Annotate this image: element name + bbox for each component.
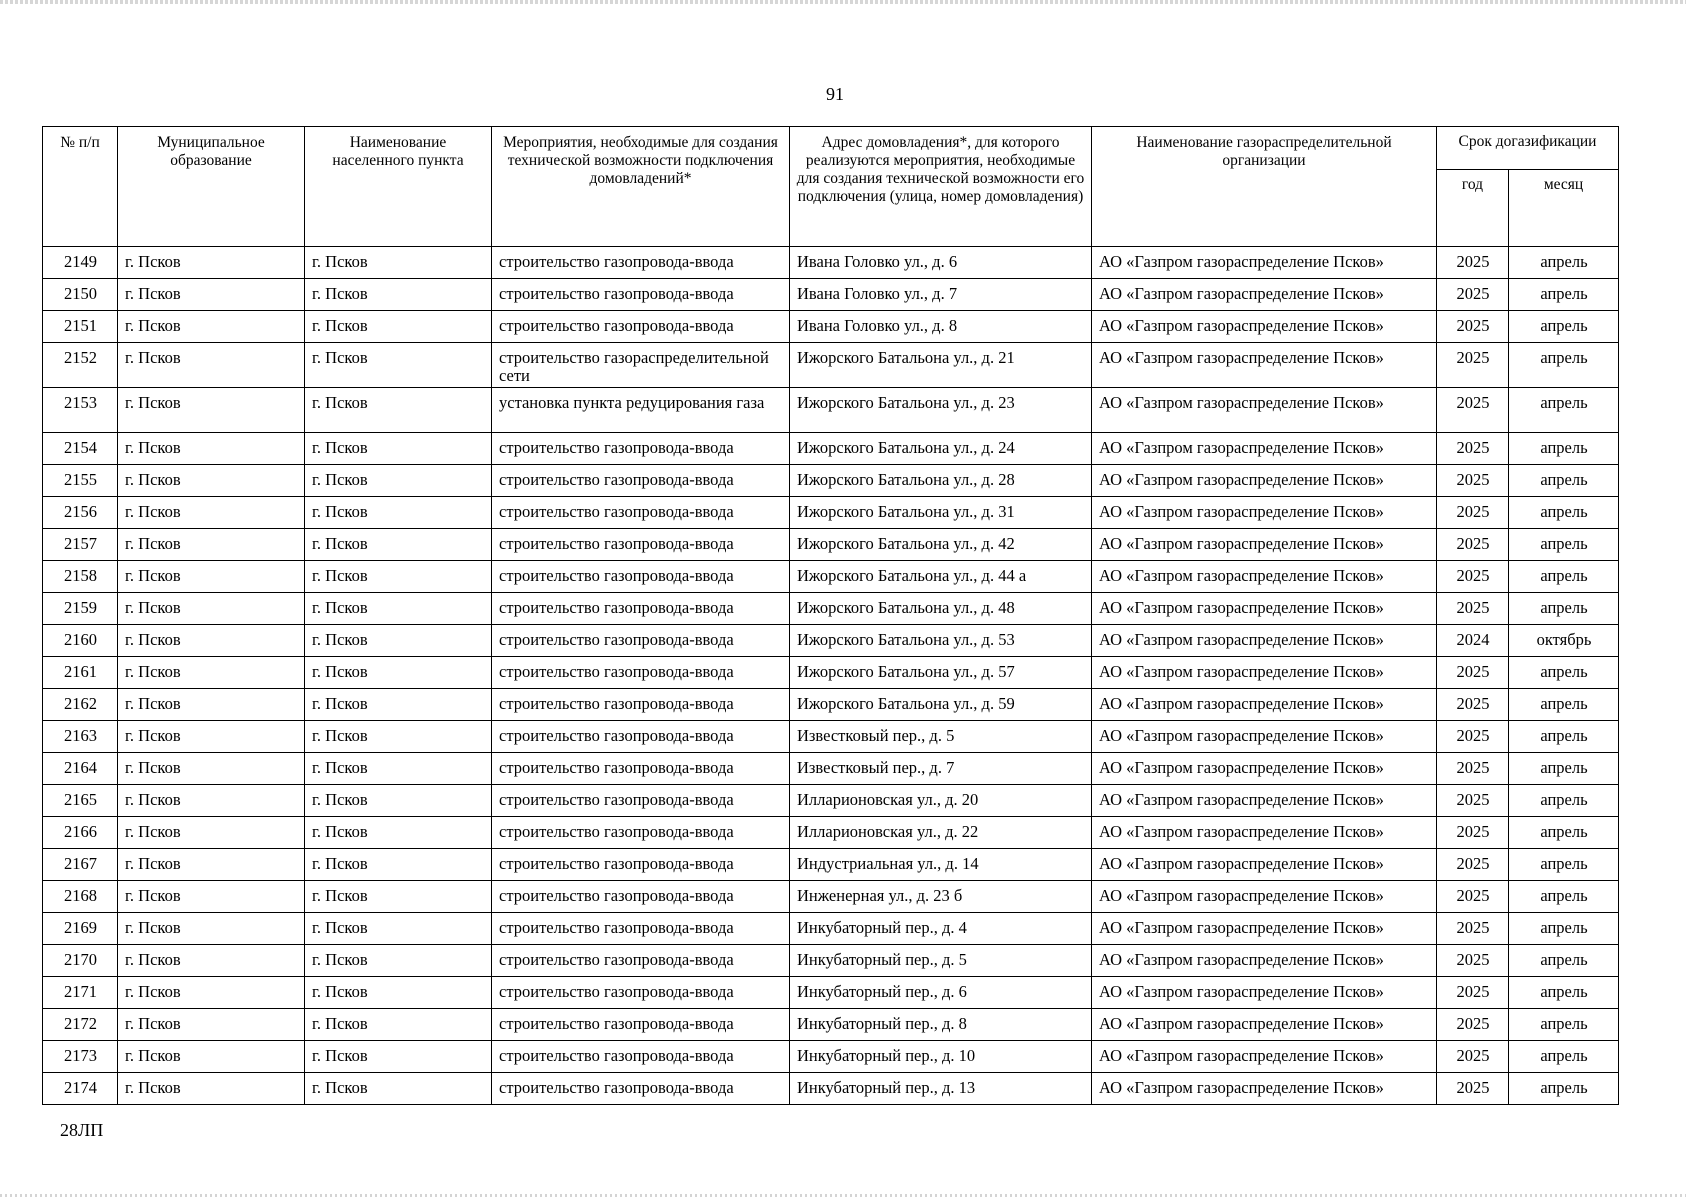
- cell-settlement: г. Псков: [305, 465, 492, 497]
- cell-address: Индустриальная ул., д. 14: [790, 849, 1092, 881]
- cell-municipality: г. Псков: [118, 913, 305, 945]
- cell-num: 2154: [43, 433, 118, 465]
- table-row: [43, 311, 1619, 343]
- cell-address: Ижорского Батальона ул., д. 53: [790, 625, 1092, 657]
- cell-num: 2151: [43, 311, 118, 343]
- table-row: [43, 593, 1619, 625]
- cell-address: Ижорского Батальона ул., д. 42: [790, 529, 1092, 561]
- cell-organization: АО «Газпром газораспределение Псков»: [1092, 279, 1437, 311]
- cell-month: апрель: [1509, 1009, 1619, 1041]
- cell-organization: АО «Газпром газораспределение Псков»: [1092, 1009, 1437, 1041]
- cell-municipality: г. Псков: [118, 721, 305, 753]
- cell-settlement: г. Псков: [305, 433, 492, 465]
- table-row: [43, 689, 1619, 721]
- cell-organization: АО «Газпром газораспределение Псков»: [1092, 913, 1437, 945]
- cell-year: 2025: [1437, 849, 1509, 881]
- cell-month: апрель: [1509, 689, 1619, 721]
- cell-address: Инкубаторный пер., д. 8: [790, 1009, 1092, 1041]
- cell-organization: АО «Газпром газораспределение Псков»: [1092, 657, 1437, 689]
- cell-municipality: г. Псков: [118, 529, 305, 561]
- cell-municipality: г. Псков: [118, 1073, 305, 1105]
- cell-address: Инкубаторный пер., д. 6: [790, 977, 1092, 1009]
- cell-municipality: г. Псков: [118, 311, 305, 343]
- cell-measure: строительство газопровода-ввода: [492, 465, 790, 497]
- cell-measure: строительство газопровода-ввода: [492, 657, 790, 689]
- cell-organization: АО «Газпром газораспределение Псков»: [1092, 1041, 1437, 1073]
- cell-month: апрель: [1509, 881, 1619, 913]
- cell-year: 2025: [1437, 561, 1509, 593]
- cell-measure: строительство газопровода-ввода: [492, 945, 790, 977]
- table-row: [43, 849, 1619, 881]
- cell-settlement: г. Псков: [305, 849, 492, 881]
- cell-settlement: г. Псков: [305, 279, 492, 311]
- table-row: [43, 753, 1619, 785]
- scan-edge-top: [0, 0, 1686, 4]
- cell-num: 2167: [43, 849, 118, 881]
- cell-settlement: г. Псков: [305, 1041, 492, 1073]
- cell-year: 2025: [1437, 913, 1509, 945]
- cell-address: Илларионовская ул., д. 20: [790, 785, 1092, 817]
- header-measures: Мероприятия, необходимые для создания технической возможности подключения домовладений*: [492, 127, 790, 247]
- header-deadline: Срок догазификации: [1437, 127, 1619, 170]
- cell-municipality: г. Псков: [118, 881, 305, 913]
- cell-organization: АО «Газпром газораспределение Псков»: [1092, 247, 1437, 279]
- table-row: [43, 561, 1619, 593]
- cell-year: 2025: [1437, 343, 1509, 388]
- cell-address: Ижорского Батальона ул., д. 24: [790, 433, 1092, 465]
- cell-year: 2025: [1437, 689, 1509, 721]
- table-row: [43, 388, 1619, 433]
- cell-settlement: г. Псков: [305, 529, 492, 561]
- cell-year: 2025: [1437, 1041, 1509, 1073]
- cell-settlement: г. Псков: [305, 343, 492, 388]
- cell-address: Известковый пер., д. 7: [790, 753, 1092, 785]
- cell-settlement: г. Псков: [305, 625, 492, 657]
- cell-settlement: г. Псков: [305, 721, 492, 753]
- cell-address: Инкубаторный пер., д. 4: [790, 913, 1092, 945]
- cell-month: апрель: [1509, 721, 1619, 753]
- cell-address: Инкубаторный пер., д. 10: [790, 1041, 1092, 1073]
- cell-organization: АО «Газпром газораспределение Псков»: [1092, 881, 1437, 913]
- cell-organization: АО «Газпром газораспределение Псков»: [1092, 1073, 1437, 1105]
- cell-month: апрель: [1509, 311, 1619, 343]
- table-row: [43, 625, 1619, 657]
- cell-settlement: г. Псков: [305, 817, 492, 849]
- header-municipality: Муниципальное образование: [118, 127, 305, 247]
- cell-num: 2160: [43, 625, 118, 657]
- cell-measure: строительство газопровода-ввода: [492, 1009, 790, 1041]
- table-row: [43, 279, 1619, 311]
- header-organization: Наименование газораспределительной организации: [1092, 127, 1437, 247]
- table-row: [43, 977, 1619, 1009]
- cell-settlement: г. Псков: [305, 753, 492, 785]
- cell-municipality: г. Псков: [118, 465, 305, 497]
- table-row: [43, 1073, 1619, 1105]
- cell-month: октябрь: [1509, 625, 1619, 657]
- cell-settlement: г. Псков: [305, 945, 492, 977]
- footer-code: 28ЛП: [60, 1120, 104, 1140]
- cell-organization: АО «Газпром газораспределение Псков»: [1092, 721, 1437, 753]
- cell-year: 2025: [1437, 1073, 1509, 1105]
- cell-num: 2152: [43, 343, 118, 388]
- cell-measure: строительство газопровода-ввода: [492, 247, 790, 279]
- cell-num: 2158: [43, 561, 118, 593]
- cell-measure: строительство газопровода-ввода: [492, 881, 790, 913]
- table-row: [43, 721, 1619, 753]
- cell-num: 2155: [43, 465, 118, 497]
- cell-month: апрель: [1509, 1073, 1619, 1105]
- table-row: [43, 497, 1619, 529]
- table-row: [43, 529, 1619, 561]
- cell-address: Ижорского Батальона ул., д. 23: [790, 388, 1092, 433]
- cell-month: апрель: [1509, 817, 1619, 849]
- cell-settlement: г. Псков: [305, 657, 492, 689]
- cell-municipality: г. Псков: [118, 1041, 305, 1073]
- cell-year: 2025: [1437, 817, 1509, 849]
- cell-num: 2169: [43, 913, 118, 945]
- cell-settlement: г. Псков: [305, 561, 492, 593]
- cell-num: 2150: [43, 279, 118, 311]
- cell-measure: строительство газопровода-ввода: [492, 311, 790, 343]
- header-row: [43, 127, 1619, 170]
- cell-municipality: г. Псков: [118, 497, 305, 529]
- cell-month: апрель: [1509, 593, 1619, 625]
- cell-year: 2025: [1437, 945, 1509, 977]
- cell-address: Инкубаторный пер., д. 13: [790, 1073, 1092, 1105]
- cell-address: Ижорского Батальона ул., д. 57: [790, 657, 1092, 689]
- cell-address: Известковый пер., д. 5: [790, 721, 1092, 753]
- cell-measure: строительство газопровода-ввода: [492, 785, 790, 817]
- cell-year: 2025: [1437, 279, 1509, 311]
- table-row: [43, 1009, 1619, 1041]
- table-row: [43, 465, 1619, 497]
- cell-num: 2153: [43, 388, 118, 433]
- cell-year: 2025: [1437, 785, 1509, 817]
- cell-num: 2149: [43, 247, 118, 279]
- cell-measure: строительство газопровода-ввода: [492, 529, 790, 561]
- header-num: № п/п: [43, 127, 118, 247]
- cell-measure: строительство газопровода-ввода: [492, 753, 790, 785]
- cell-address: Ижорского Батальона ул., д. 31: [790, 497, 1092, 529]
- table-row: [43, 1041, 1619, 1073]
- cell-organization: АО «Газпром газораспределение Псков»: [1092, 977, 1437, 1009]
- cell-month: апрель: [1509, 561, 1619, 593]
- cell-address: Инкубаторный пер., д. 5: [790, 945, 1092, 977]
- cell-month: апрель: [1509, 913, 1619, 945]
- cell-settlement: г. Псков: [305, 388, 492, 433]
- table-row: [43, 657, 1619, 689]
- cell-year: 2025: [1437, 753, 1509, 785]
- cell-organization: АО «Газпром газораспределение Псков»: [1092, 625, 1437, 657]
- cell-measure: установка пункта редуцирования газа: [492, 388, 790, 433]
- cell-municipality: г. Псков: [118, 817, 305, 849]
- table-row: [43, 785, 1619, 817]
- cell-organization: АО «Газпром газораспределение Псков»: [1092, 945, 1437, 977]
- cell-num: 2166: [43, 817, 118, 849]
- cell-measure: строительство газопровода-ввода: [492, 849, 790, 881]
- cell-municipality: г. Псков: [118, 561, 305, 593]
- header-month: месяц: [1509, 170, 1619, 247]
- table-row: [43, 343, 1619, 388]
- cell-measure: строительство газопровода-ввода: [492, 593, 790, 625]
- cell-municipality: г. Псков: [118, 1009, 305, 1041]
- cell-year: 2025: [1437, 721, 1509, 753]
- cell-num: 2174: [43, 1073, 118, 1105]
- cell-num: 2172: [43, 1009, 118, 1041]
- cell-year: 2025: [1437, 497, 1509, 529]
- cell-num: 2162: [43, 689, 118, 721]
- cell-municipality: г. Псков: [118, 945, 305, 977]
- header-year: год: [1437, 170, 1509, 247]
- cell-municipality: г. Псков: [118, 625, 305, 657]
- page-number: 91: [826, 84, 844, 104]
- cell-month: апрель: [1509, 247, 1619, 279]
- cell-month: апрель: [1509, 529, 1619, 561]
- cell-settlement: г. Псков: [305, 881, 492, 913]
- cell-settlement: г. Псков: [305, 311, 492, 343]
- cell-measure: строительство газопровода-ввода: [492, 1073, 790, 1105]
- cell-settlement: г. Псков: [305, 593, 492, 625]
- cell-address: Ижорского Батальона ул., д. 44 а: [790, 561, 1092, 593]
- table-row: [43, 247, 1619, 279]
- cell-organization: АО «Газпром газораспределение Псков»: [1092, 529, 1437, 561]
- cell-municipality: г. Псков: [118, 433, 305, 465]
- cell-month: апрель: [1509, 465, 1619, 497]
- cell-settlement: г. Псков: [305, 1073, 492, 1105]
- cell-measure: строительство газопровода-ввода: [492, 497, 790, 529]
- cell-month: апрель: [1509, 1041, 1619, 1073]
- cell-municipality: г. Псков: [118, 657, 305, 689]
- cell-num: 2161: [43, 657, 118, 689]
- cell-month: апрель: [1509, 388, 1619, 433]
- cell-address: Ивана Головко ул., д. 8: [790, 311, 1092, 343]
- cell-organization: АО «Газпром газораспределение Псков»: [1092, 561, 1437, 593]
- cell-organization: АО «Газпром газораспределение Псков»: [1092, 593, 1437, 625]
- cell-year: 2025: [1437, 881, 1509, 913]
- header-address: Адрес домовладения*, для которого реализуются мероприятия, необходимые для создания технической возможности его подключения (улица, номер домовладения): [790, 127, 1092, 247]
- cell-year: 2025: [1437, 593, 1509, 625]
- cell-municipality: г. Псков: [118, 689, 305, 721]
- cell-measure: строительство газопровода-ввода: [492, 625, 790, 657]
- cell-num: 2159: [43, 593, 118, 625]
- cell-measure: строительство газопровода-ввода: [492, 689, 790, 721]
- cell-organization: АО «Газпром газораспределение Псков»: [1092, 785, 1437, 817]
- table-row: [43, 881, 1619, 913]
- cell-month: апрель: [1509, 785, 1619, 817]
- cell-month: апрель: [1509, 753, 1619, 785]
- cell-settlement: г. Псков: [305, 689, 492, 721]
- cell-month: апрель: [1509, 343, 1619, 388]
- scan-edge-bottom: [0, 1194, 1686, 1197]
- cell-municipality: г. Псков: [118, 977, 305, 1009]
- table-row: [43, 945, 1619, 977]
- cell-municipality: г. Псков: [118, 593, 305, 625]
- cell-address: Ивана Головко ул., д. 7: [790, 279, 1092, 311]
- cell-year: 2025: [1437, 977, 1509, 1009]
- cell-municipality: г. Псков: [118, 388, 305, 433]
- cell-num: 2173: [43, 1041, 118, 1073]
- cell-year: 2025: [1437, 1009, 1509, 1041]
- cell-organization: АО «Газпром газораспределение Псков»: [1092, 849, 1437, 881]
- cell-measure: строительство газопровода-ввода: [492, 817, 790, 849]
- cell-organization: АО «Газпром газораспределение Псков»: [1092, 465, 1437, 497]
- cell-address: Ижорского Батальона ул., д. 28: [790, 465, 1092, 497]
- cell-settlement: г. Псков: [305, 977, 492, 1009]
- cell-address: Ивана Головко ул., д. 6: [790, 247, 1092, 279]
- table-row: [43, 817, 1619, 849]
- cell-municipality: г. Псков: [118, 279, 305, 311]
- header-settlement: Наименование населенного пункта: [305, 127, 492, 247]
- cell-settlement: г. Псков: [305, 1009, 492, 1041]
- cell-num: 2157: [43, 529, 118, 561]
- cell-year: 2025: [1437, 465, 1509, 497]
- cell-measure: строительство газопровода-ввода: [492, 913, 790, 945]
- cell-settlement: г. Псков: [305, 247, 492, 279]
- cell-month: апрель: [1509, 849, 1619, 881]
- cell-month: апрель: [1509, 945, 1619, 977]
- cell-address: Ижорского Батальона ул., д. 21: [790, 343, 1092, 388]
- cell-settlement: г. Псков: [305, 913, 492, 945]
- cell-address: Ижорского Батальона ул., д. 48: [790, 593, 1092, 625]
- cell-year: 2025: [1437, 247, 1509, 279]
- cell-month: апрель: [1509, 433, 1619, 465]
- cell-num: 2163: [43, 721, 118, 753]
- cell-municipality: г. Псков: [118, 849, 305, 881]
- cell-month: апрель: [1509, 497, 1619, 529]
- cell-num: 2171: [43, 977, 118, 1009]
- cell-year: 2024: [1437, 625, 1509, 657]
- cell-measure: строительство газопровода-ввода: [492, 279, 790, 311]
- cell-num: 2168: [43, 881, 118, 913]
- gasification-table: [42, 126, 1619, 1105]
- cell-year: 2025: [1437, 529, 1509, 561]
- cell-settlement: г. Псков: [305, 497, 492, 529]
- cell-measure: строительство газопровода-ввода: [492, 1041, 790, 1073]
- cell-organization: АО «Газпром газораспределение Псков»: [1092, 343, 1437, 388]
- cell-month: апрель: [1509, 977, 1619, 1009]
- table-row: [43, 433, 1619, 465]
- cell-organization: АО «Газпром газораспределение Псков»: [1092, 497, 1437, 529]
- cell-measure: строительство газопровода-ввода: [492, 721, 790, 753]
- cell-measure: строительство газопровода-ввода: [492, 977, 790, 1009]
- table-body: [43, 247, 1619, 1105]
- table-row: [43, 913, 1619, 945]
- cell-address: Инженерная ул., д. 23 б: [790, 881, 1092, 913]
- cell-num: 2156: [43, 497, 118, 529]
- cell-organization: АО «Газпром газораспределение Псков»: [1092, 433, 1437, 465]
- cell-measure: строительство газопровода-ввода: [492, 561, 790, 593]
- cell-num: 2170: [43, 945, 118, 977]
- cell-year: 2025: [1437, 433, 1509, 465]
- cell-municipality: г. Псков: [118, 343, 305, 388]
- cell-organization: АО «Газпром газораспределение Псков»: [1092, 689, 1437, 721]
- cell-organization: АО «Газпром газораспределение Псков»: [1092, 817, 1437, 849]
- cell-organization: АО «Газпром газораспределение Псков»: [1092, 311, 1437, 343]
- cell-address: Ижорского Батальона ул., д. 59: [790, 689, 1092, 721]
- cell-measure: строительство газораспределительной сети: [492, 343, 790, 388]
- cell-month: апрель: [1509, 657, 1619, 689]
- cell-year: 2025: [1437, 311, 1509, 343]
- cell-address: Илларионовская ул., д. 22: [790, 817, 1092, 849]
- cell-municipality: г. Псков: [118, 247, 305, 279]
- cell-measure: строительство газопровода-ввода: [492, 433, 790, 465]
- cell-organization: АО «Газпром газораспределение Псков»: [1092, 753, 1437, 785]
- cell-num: 2164: [43, 753, 118, 785]
- cell-settlement: г. Псков: [305, 785, 492, 817]
- cell-municipality: г. Псков: [118, 753, 305, 785]
- cell-year: 2025: [1437, 388, 1509, 433]
- cell-organization: АО «Газпром газораспределение Псков»: [1092, 388, 1437, 433]
- cell-num: 2165: [43, 785, 118, 817]
- cell-municipality: г. Псков: [118, 785, 305, 817]
- cell-month: апрель: [1509, 279, 1619, 311]
- cell-year: 2025: [1437, 657, 1509, 689]
